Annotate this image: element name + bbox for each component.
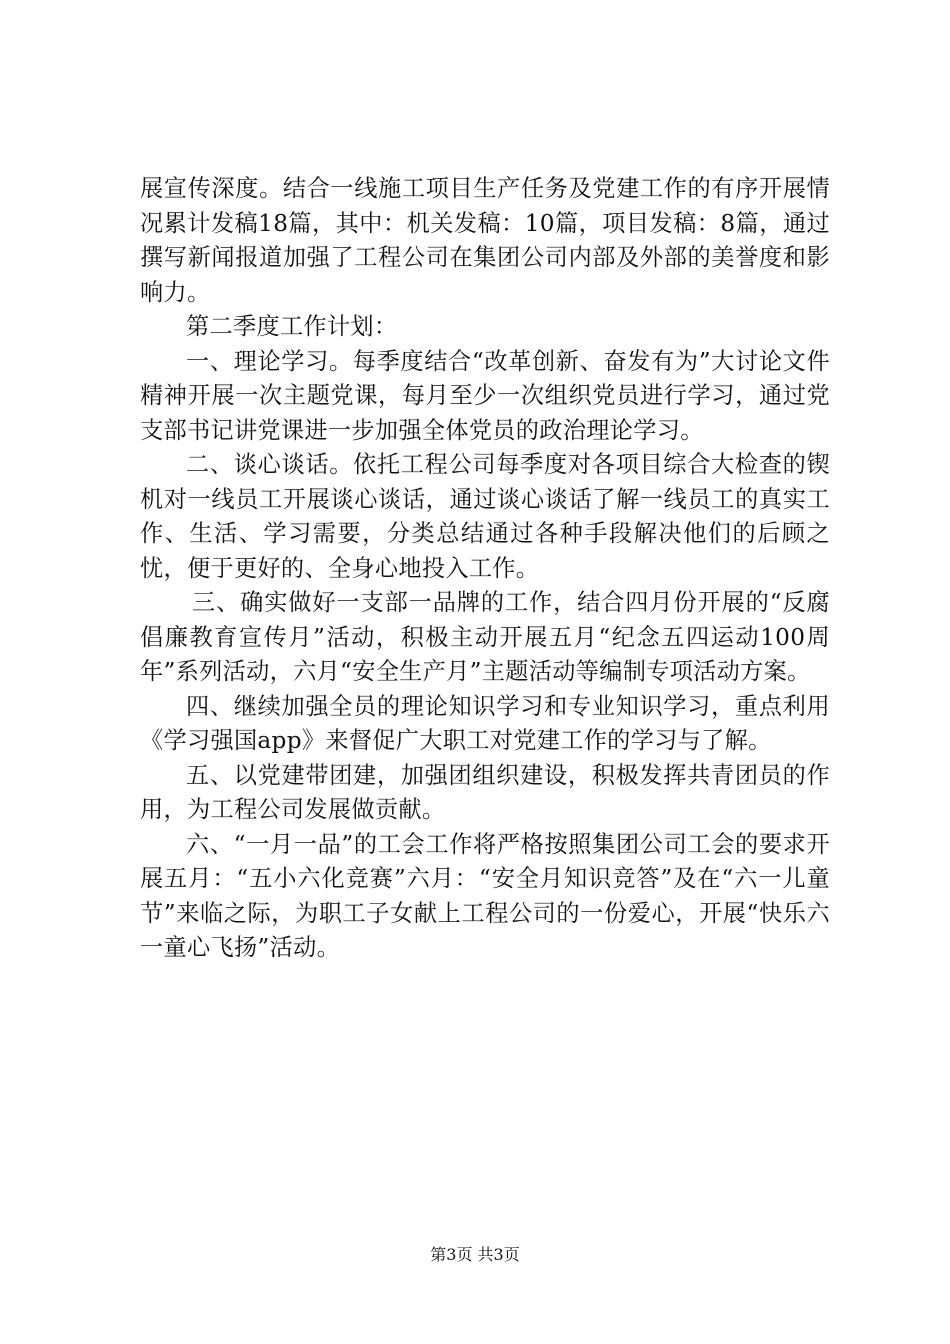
paragraph-item-5: 五、以党建带团建，加强团组织建设，积极发挥共青团员的作用，为工程公司发展做贡献。 [140,761,830,823]
page-footer [0,1244,950,1266]
paragraph-item-1: 一、理论学习。每季度结合“改革创新、奋发有为”大讨论文件精神开展一次主题党课，每月至少一次组织党员进行学习，通过党支部书记讲党课进一步加强全体党员的政治理论学习。 [140,347,830,444]
paragraph-plan-heading: 第二季度工作计划： [186,313,398,340]
document-body [140,172,830,966]
paragraph-item-3: 三、确实做好一支部一品牌的工作，结合四月份开展的“反腐倡廉教育宣传月”活动，积极主动开展五月“纪念五四运动100周年”系列活动，六月“安全生产月”主题活动等编制专项活动方案。 [140,589,830,685]
paragraph-item-2: 二、谈心谈话。依托工程公司每季度对各项目综合大检查的锲机对一线员工开展谈心谈话，通过谈心谈话了解一线员工的真实工作、生活、学习需要，分类总结通过各种手段解决他们的后顾之忧，便于更好的、全身心地投入工作。 [140,451,830,582]
paragraph-continuation: 展宣传深度。结合一线施工项目生产任务及党建工作的有序开展情况累计发稿18篇，其中：机关发稿：10篇，项目发稿：8篇，通过撰写新闻报道加强了工程公司在集团公司内部及外部的美誉度和影响力。 [140,175,830,306]
page-number: 第3页 共3页 [430,1245,520,1264]
paragraph-item-6: 六、“一月一品”的工会工作将严格按照集团公司工会的要求开展五月：“五小六化竞赛”六月：“安全月知识竞答”及在“六一儿童节”来临之际，为职工子女献上工程公司的一份爱心，开展“快乐六一童心飞扬”活动。 [140,830,830,961]
paragraph-item-4: 四、继续加强全员的理论知识学习和专业知识学习，重点利用《学习强国app》来督促广大职工对党建工作的学习与了解。 [140,692,830,754]
